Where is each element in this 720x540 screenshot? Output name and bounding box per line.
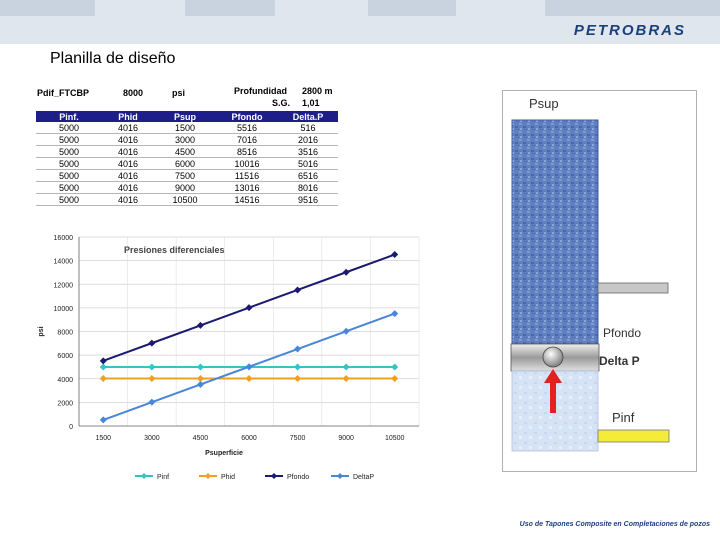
header-band xyxy=(0,0,720,44)
col-header-pinf: Pinf. xyxy=(36,111,102,122)
cell: 3516 xyxy=(278,146,338,158)
data-point xyxy=(197,322,204,329)
data-point xyxy=(294,363,301,370)
plug-ball xyxy=(543,347,563,367)
design-table xyxy=(36,111,338,206)
data-point xyxy=(148,375,155,382)
cell: 516 xyxy=(278,122,338,134)
data-point xyxy=(294,286,301,293)
plug-diagram-graphic xyxy=(503,91,696,471)
psup-label: Psup xyxy=(529,96,559,111)
y-tick-label: 10000 xyxy=(53,305,73,313)
cell: 5000 xyxy=(36,122,102,134)
cell: 6516 xyxy=(278,170,338,182)
data-point xyxy=(391,375,398,382)
sg-label: S.G. xyxy=(272,98,291,108)
y-tick-label: 16000 xyxy=(53,235,73,242)
cell: 5000 xyxy=(36,170,102,182)
pdif-unit: psi xyxy=(172,88,186,98)
cell: 5000 xyxy=(36,182,102,194)
cell: 8516 xyxy=(216,146,278,158)
legend-marker xyxy=(337,473,343,479)
cell: 8016 xyxy=(278,182,338,194)
cell: 4500 xyxy=(154,146,216,158)
cell: 4016 xyxy=(102,122,154,134)
data-point xyxy=(148,340,155,347)
cell: 4016 xyxy=(102,194,154,206)
depth-value: 2800 m xyxy=(302,86,333,96)
cell: 13016 xyxy=(216,182,278,194)
cell: 5516 xyxy=(216,122,278,134)
col-header-psup: Psup xyxy=(154,111,216,122)
table-row xyxy=(36,194,338,206)
brand-logo: PETROBRAS xyxy=(573,22,686,39)
y-axis-label: psi xyxy=(38,326,45,337)
col-header-deltap: Delta.P xyxy=(278,111,338,122)
y-tick-label: 4000 xyxy=(57,376,73,384)
table-row xyxy=(36,182,338,194)
data-point xyxy=(246,375,253,382)
cell: 2016 xyxy=(278,134,338,146)
header-segment xyxy=(545,0,720,16)
x-axis-label: Psuperficie xyxy=(205,450,243,457)
deltap-label: Delta P xyxy=(599,354,640,368)
table-row xyxy=(36,134,338,146)
upper-fluid-column xyxy=(512,120,598,344)
data-point xyxy=(148,399,155,406)
pdif-label: Pdif_FTCBP xyxy=(37,88,90,98)
data-point xyxy=(343,375,350,382)
sg-value: 1,01 xyxy=(302,98,320,108)
legend-label: DeltaP xyxy=(353,474,375,481)
x-tick-label: 9000 xyxy=(338,435,354,442)
lower-gauge-bar xyxy=(598,430,669,442)
page-title: Planilla de diseño xyxy=(50,50,176,67)
cell: 4016 xyxy=(102,170,154,182)
data-point xyxy=(343,363,350,370)
legend-label: Pfondo xyxy=(287,474,310,481)
data-point xyxy=(343,269,350,276)
pinf-label: Pinf xyxy=(612,410,635,425)
data-point xyxy=(294,375,301,382)
cell: 4016 xyxy=(102,146,154,158)
cell: 3000 xyxy=(154,134,216,146)
x-tick-label: 3000 xyxy=(144,435,160,442)
y-tick-label: 0 xyxy=(69,424,73,431)
cell: 5000 xyxy=(36,194,102,206)
col-header-phid: Phid xyxy=(102,111,154,122)
pfondo-label: Pfondo xyxy=(603,326,642,340)
legend-marker xyxy=(141,473,147,479)
x-tick-label: 7500 xyxy=(289,435,306,442)
header-segment xyxy=(185,0,275,16)
table-header-row xyxy=(36,111,338,122)
y-tick-label: 8000 xyxy=(57,329,73,337)
cell: 6000 xyxy=(154,158,216,170)
data-point xyxy=(197,381,204,388)
data-point xyxy=(391,310,398,317)
cell: 1500 xyxy=(154,122,216,134)
x-tick-label: 10500 xyxy=(384,435,405,442)
y-tick-label: 14000 xyxy=(53,258,73,266)
cell: 9000 xyxy=(154,182,216,194)
chart-title: Presiones diferenciales xyxy=(124,245,225,255)
plug-diagram xyxy=(502,90,697,472)
cell: 14516 xyxy=(216,194,278,206)
data-point xyxy=(391,363,398,370)
cell: 5016 xyxy=(278,158,338,170)
table-row xyxy=(36,146,338,158)
data-point xyxy=(100,363,107,370)
table-row xyxy=(36,170,338,182)
data-point xyxy=(100,375,107,382)
cell: 5000 xyxy=(36,134,102,146)
y-tick-label: 12000 xyxy=(53,282,73,290)
pressure-chart xyxy=(35,230,430,492)
cell: 7016 xyxy=(216,134,278,146)
footer-caption: Uso de Tapones Composite en Completaciones de pozos xyxy=(519,521,710,528)
cell: 7500 xyxy=(154,170,216,182)
cell: 4016 xyxy=(102,182,154,194)
data-point xyxy=(391,251,398,258)
legend-marker xyxy=(205,473,211,479)
data-point xyxy=(294,346,301,353)
header-segment xyxy=(0,0,95,16)
cell: 9516 xyxy=(278,194,338,206)
x-tick-label: 4500 xyxy=(192,435,209,442)
data-point xyxy=(343,328,350,335)
cell: 10016 xyxy=(216,158,278,170)
cell: 4016 xyxy=(102,134,154,146)
x-tick-label: 6000 xyxy=(241,435,257,442)
col-header-pfondo: Pfondo xyxy=(216,111,278,122)
cell: 11516 xyxy=(216,170,278,182)
pdif-value: 8000 xyxy=(123,88,144,98)
data-point xyxy=(100,416,107,423)
header-segment xyxy=(368,0,456,16)
data-point xyxy=(246,304,253,311)
cell: 5000 xyxy=(36,158,102,170)
cell: 4016 xyxy=(102,158,154,170)
cell: 5000 xyxy=(36,146,102,158)
table-row xyxy=(36,122,338,134)
y-tick-label: 6000 xyxy=(57,353,73,361)
depth-label: Profundidad xyxy=(234,86,287,96)
legend-marker xyxy=(271,473,277,479)
y-tick-label: 2000 xyxy=(57,400,73,408)
legend-label: Phid xyxy=(221,474,236,481)
legend-label: Pinf xyxy=(157,474,170,481)
data-point xyxy=(148,363,155,370)
data-point xyxy=(100,357,107,364)
upper-gauge-bar xyxy=(598,283,668,293)
cell: 10500 xyxy=(154,194,216,206)
x-tick-label: 1500 xyxy=(95,435,112,442)
data-point xyxy=(197,363,204,370)
table-row xyxy=(36,158,338,170)
data-point xyxy=(246,363,253,370)
